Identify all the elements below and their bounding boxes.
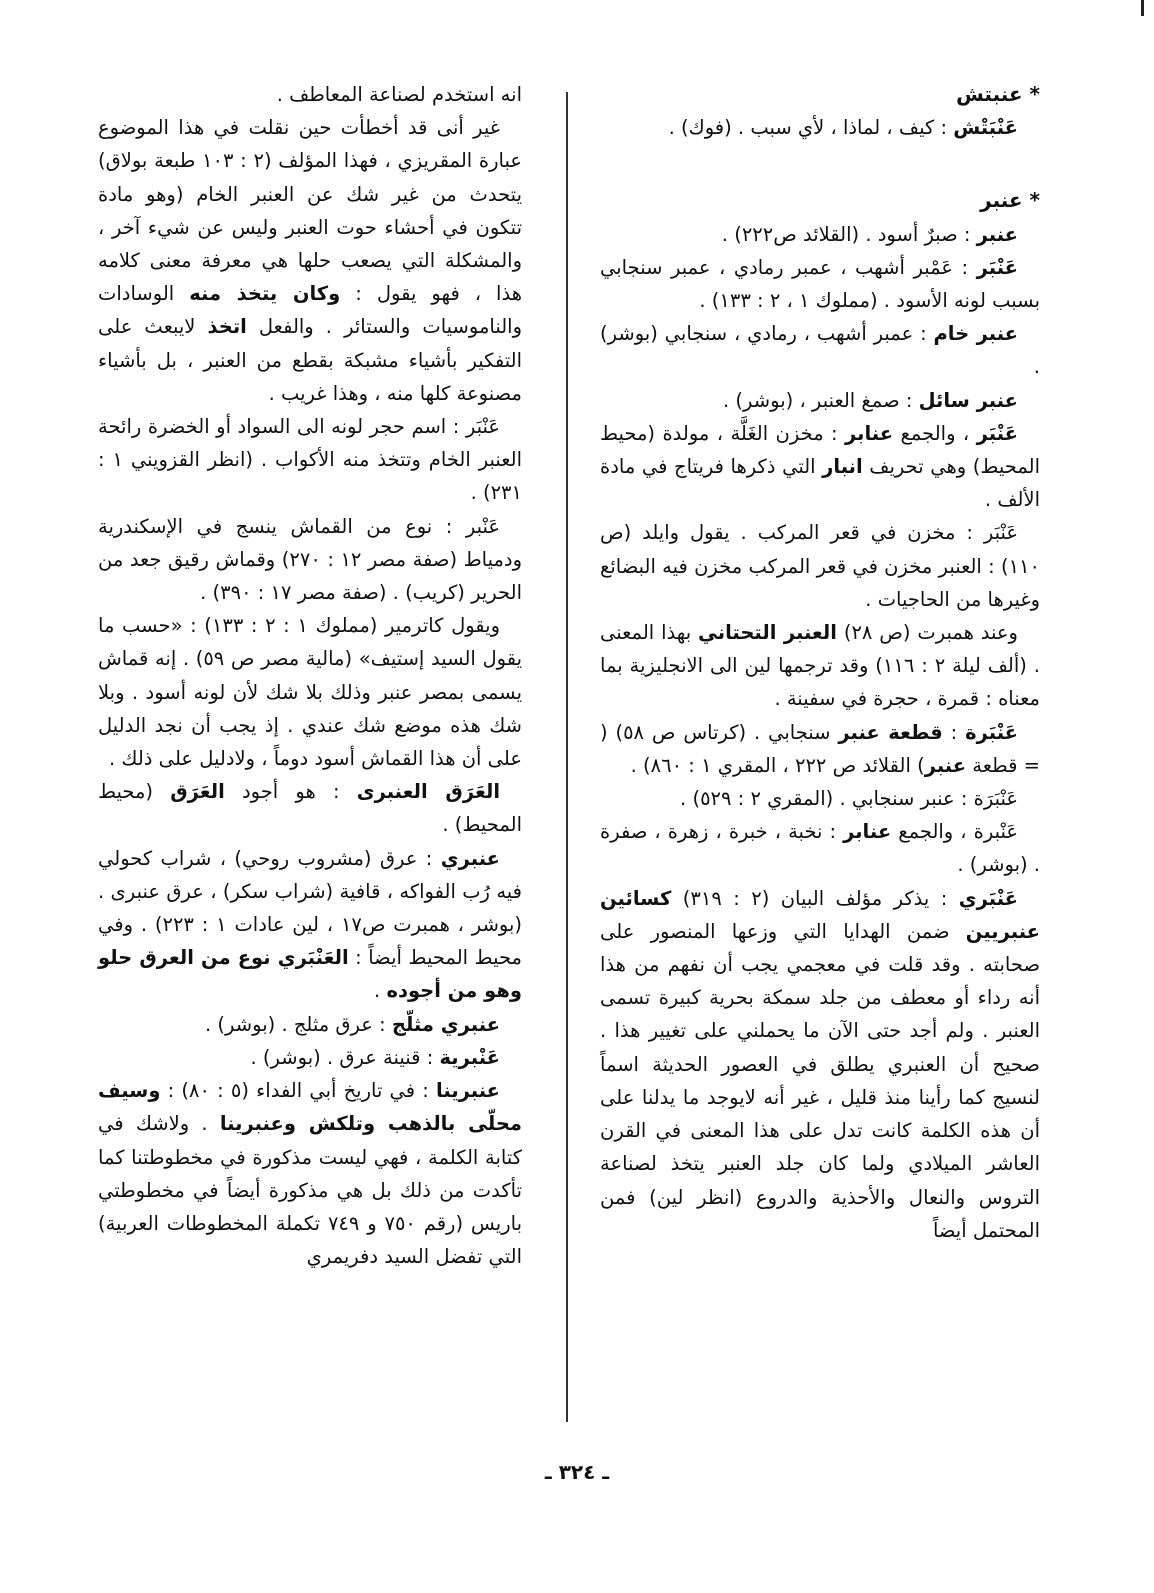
entry: عَنْبَر ، والجمع عنابر : مخزن الغَلَّة ، مولدة (محيط المحيط) وهي تحريف انبار التي ذكرها فريتاج في مادة الألف . xyxy=(600,421,1040,512)
headword: عَنْبرية xyxy=(439,1045,500,1069)
headword: عَنْبَر xyxy=(976,421,1018,445)
entry-heading: * عنبر xyxy=(980,188,1040,213)
page-number: ـ ٣٢٤ ـ xyxy=(544,1460,610,1484)
entry: عَنْبرية : قنينة عرق . (بوشر) . xyxy=(250,1045,500,1069)
headword: عنبر خام xyxy=(933,322,1019,346)
entry: العَرَق العنبرى : هو أجود العَرَق (محيط المحيط) . xyxy=(98,780,522,837)
entry: غير أنى قد أخطأت حين نقلت في هذا الموضوع عبارة المقريزي ، فهذا المؤلف (٢ : ١٠٣ طبعة بولاق) يتحدث من غير شك عن العنبر الخام (وهو مادة تتكون في أحشاء حوت العنبر وليس عن شيء آخر ، والمشكلة التي يصعب حلها هي معرفة معنى كلامه هذا ، فهو يقول : وكان يتخذ منه الوسادات والناموسيات والستائر . والفعل اتخذ لايبعث على التفكير بأشياء مشبكة بقطع من العنبر ، بل بأشياء مصنوعة كلها منه ، وهذا غريب . xyxy=(98,116,522,405)
headword: عنبر xyxy=(976,222,1018,246)
right-column xyxy=(600,78,1040,1247)
entry: عَنْبَرَة : عنبر سنجابي . (المقري ٢ : ٥٢٩) . xyxy=(680,787,1018,811)
entry: عنبر خام : عمبر أشهب ، رمادي ، سنجابي (بوشر) . xyxy=(600,322,1040,379)
entry: عنبر سائل : صمغ العنبر ، (بوشر) . xyxy=(723,388,1018,412)
entry-heading: * عنبتش xyxy=(956,82,1040,106)
entry: عَنْبَرة : قطعة عنبر سنجابي . (كرتاس ص ٥٨) ( = قطعة عنبر) القلائد ص ٢٢٢ ، المقري ١ : ٨٦٠) . xyxy=(600,720,1040,777)
entry: عنبري مثلّج : عرق مثلج . (بوشر) . xyxy=(205,1012,500,1036)
entry: عَنْبرة ، والجمع عنابر : نخبة ، خبرة ، زهرة ، صفرة . (بوشر) . xyxy=(600,820,1040,877)
headword: عنبرينا xyxy=(436,1079,501,1103)
entry: عنبري : عرق (مشروب روحي) ، شراب كحولي فيه رُب الفواكه ، قافية (شراب سكر) ، عرق عنبرى . (بوشر ، همبرت ص١٧ ، لين عادات ١ : ٢٢٣) . وفي محيط المحيط أيضاً : العَنْبَري نوع من العرق حلو وهو من أجوده . xyxy=(98,846,523,1003)
entry: وعند همبرت (ص ٢٨) العنبر التحتاني بهذا المعنى . (ألف ليلة ٢ : ١١٦) وقد ترجمها لين الى الانجليزية بما معناه : قمرة ، حجرة في سفينة . xyxy=(600,621,1040,711)
spacer xyxy=(600,144,1040,184)
scan-edge-mark xyxy=(1141,0,1144,16)
headword: عنبري مثلّج xyxy=(391,1012,500,1036)
headword: عَنْبَرة xyxy=(965,720,1018,744)
headword: العَرَق العنبرى xyxy=(356,780,501,804)
column-divider xyxy=(566,92,568,1422)
entry: عَنْبَتْش : كيف ، لماذا ، لأي سبب . (فوك) . xyxy=(668,116,1018,140)
entry: عَنْبَر : اسم حجر لونه الى السواد أو الخضرة رائحة العنبر الخام وتتخذ منه الأكواب . (انظر القزويني ١ : ٢٣١) . xyxy=(98,415,522,505)
entry: ويقول كاترمير (مملوك ١ : ٢ : ١٣٣) : «حسب ما يقول السيد إستيف» (مالية مصر ص ٥٩) . إنه قماش يسمى بمصر عنبر وذلك بلا شك لأن لونه أسود . وبلا شك هذه موضع شك عندي . إذ يجب أن نجد الدليل على أن هذا القماش أسود دوماً ، ولادليل على ذلك . xyxy=(98,614,522,771)
entry: عَنْبَر : مخزن في قعر المركب . يقول وايلد (ص ١١٠) : العنبر مخزن في قعر المركب مخزن فيه البضائع وغيرها من الحاجيات . xyxy=(600,521,1040,611)
headword: عنبر سائل xyxy=(918,388,1018,412)
entry: انه استخدم لصناعة المعاطف . xyxy=(276,83,522,106)
entry: عَنْبَر : عَمْبر أشهب ، عمبر رمادي ، عمبر سنجابي بسبب لونه الأسود . (مملوك ١ ، ٢ : ١٣٣) . xyxy=(600,255,1040,313)
entry: عنبر : صبرٌ أسود . (القلائد ص٢٢٢) . xyxy=(721,222,1018,246)
headword: عَنْبَري xyxy=(958,886,1018,910)
entry: عنبرينا : في تاريخ أبي الفداء (٥ : ٨٠) : وسيف محلّى بالذهب وتلكش وعنبرينا . ولاشك في كتابة الكلمة ، فهي ليست مذكورة في مخطوطتنا كما تأكدت من ذلك بل هي مذكورة أيضاً في مخطوطتي باريس (رقم ٧٥٠ و ٧٤٩ تكملة المخطوطات العربية) التي تفضل السيد دفريمري xyxy=(98,1079,522,1269)
headword: عَنْبَر xyxy=(976,255,1018,279)
entry: عَنْبَري : يذكر مؤلف البيان (٢ : ٣١٩) كسائين عنبريين ضمن الهدايا التي وزعها المنصور على صحابته . وقد قلت في معجمي يجب أن نفهم من هذا أنه رداء أو معطف من جلد سمكة بحرية كبيرة تسمى العنبر . ولم أجد حتى الآن ما يحملني على تغيير هذا . صحيح أن العنبري يطلق في العصور الحديثة اسماً لنسيج كما رأينا منذ قليل ، غير أنه لايوجد ما يدلنا على أن هذه الكلمة كانت تدل على هذا المعنى في القرن العاشر الميلادي ولما كان جلد العنبر يتخذ لصناعة التروس والنعال والأحذية والدروع (انظر لين) فمن المحتمل أيضاً xyxy=(600,886,1040,1242)
left-column xyxy=(98,78,522,1273)
headword: عَنْبَتْش xyxy=(953,116,1018,140)
headword: عنبري xyxy=(440,846,500,870)
entry: عَنْبر : نوع من القماش ينسج في الإسكندرية ودمياط (صفة مصر ١٢ : ٢٧٠) وقماش رقيق جعد من الحرير (كريب) . (صفة مصر ١٧ : ٣٩٠) . xyxy=(98,514,522,605)
